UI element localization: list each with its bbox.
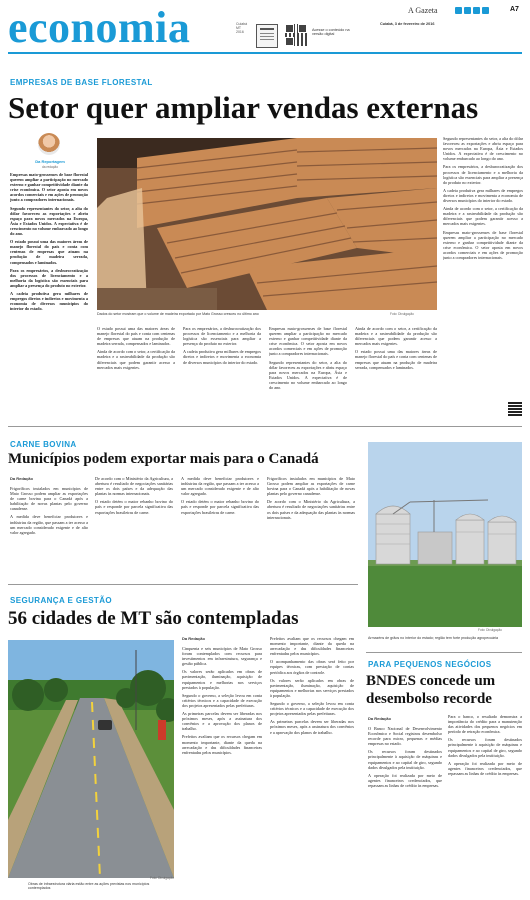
lead-headline: Setor quer ampliar vendas externas [8, 90, 479, 125]
story3-paragraph: O acompanhamento das obras será feito por equipes técnicas, com prestação de contas periódica aos órgãos de controle. [270, 659, 354, 675]
story2-kicker: CARNE BOVINA [10, 440, 77, 449]
lead-photo-caption: Dados do setor mostram que o volume de madeira exportado por Mato Grosso cresceu no último ano [97, 312, 259, 316]
story3-paragraph: Os valores serão aplicados em obras de pavimentação, iluminação, aquisição de equipamentos e melhorias nos serviços prestados à população. [270, 677, 354, 698]
lead-paragraph: A cadeia produtiva gera milhares de empregos diretos e indiretos e movimenta a economia de diversos municípios do interior do estado. [10, 290, 88, 312]
date-line: Cuiabá, 3 de fevereiro de 2016 [380, 22, 435, 26]
story3-byline: Da Redação [182, 636, 205, 641]
story3-photo-caption: Obras de infraestrutura viária estão entre as ações previstas nos municípios contemplados [28, 882, 150, 891]
lead-paragraph: Para os empresários, a desburocratização dos processos de licenciamento e a melhoria da logística são essenciais para ampliar a presença do produto no exterior. [183, 326, 261, 347]
story4-byline: Da Redação [368, 716, 391, 721]
lead-col-3 [183, 326, 261, 416]
web-icon[interactable] [482, 7, 489, 14]
story3-paragraph: Os valores serão aplicados em obras de pavimentação, iluminação, aquisição de equipamentos e melhorias nos serviços prestados à população. [182, 669, 262, 690]
twitter-icon[interactable] [464, 7, 471, 14]
story3-paragraph: As primeiras parcelas devem ser liberadas nos próximos meses, após a assinatura dos convênios e a aprovação dos planos de trabalho. [270, 719, 354, 735]
story3-paragraph: Prefeitos avaliam que os recursos chegam em momento importante, diante da queda na arrecadação e das dificuldades financeiras enfrentadas pelos municípios. [182, 734, 262, 755]
lead-paragraph: Ainda de acordo com o setor, a certificação da madeira e a rastreabilidade da produção são diferenciais que podem garantir acesso a mercados mais exigentes. [97, 349, 175, 370]
page-number: A7 [510, 6, 519, 13]
lead-photo-credit: Foto: Divulgação [390, 312, 414, 316]
story4-col-1 [368, 726, 442, 892]
story2-photo-credit: Foto: Divulgação [478, 628, 502, 632]
lead-paragraph: Empresas mato-grossenses de base florestal querem ampliar a participação no mercado externo e ganhar competitividade diante da crise econômica. O setor aposta em novos acordos comerciais e em ações de promoção junto a compradores internacionais. [10, 172, 88, 203]
lead-paragraph: Para os empresários, a desburocratização dos processos de licenciamento e a melhoria da logística são essenciais para ampliar a presença do produto no exterior. [10, 267, 88, 288]
story4-paragraph: Para o banco, o resultado demonstra a importância do crédito para a manutenção das atividades dos pequenos negócios em período de retração econômica. [448, 714, 522, 735]
lumber-photo-graphic [97, 138, 437, 310]
story3-paragraph: Segundo o governo, a seleção levou em conta critérios técnicos e a capacidade de execução dos projetos apresentados pelas prefeituras. [270, 701, 354, 717]
story3-paragraph: As primeiras parcelas devem ser liberadas nos próximos meses, após a assinatura dos convênios e a aprovação dos planos de trabalho. [182, 711, 262, 732]
road-photo-graphic [8, 640, 174, 878]
story3-col-2 [270, 636, 354, 892]
lead-paragraph: Empresas mato-grossenses de base florestal querem ampliar a participação no mercado externo e ganhar competitividade diante da crise econômica. O setor aposta em novos acordos comerciais e em ações de promoção junto a compradores internacionais. [269, 326, 347, 357]
story2-headline: Municípios podem exportar mais para o Canadá [8, 451, 319, 467]
qr-code-small-icon[interactable] [508, 402, 522, 416]
lead-paragraph: A cadeia produtiva gera milhares de empregos diretos e indiretos e movimenta a economia de diversos municípios do interior do estado. [443, 187, 523, 204]
story4-kicker: PARA PEQUENOS NEGÓCIOS [368, 660, 492, 669]
section-title: economia [8, 3, 191, 52]
story3-paragraph: Cinquenta e seis municípios de Mato Grosso foram contemplados com recursos para investimentos em infraestrutura, segurança e gestão pública. [182, 646, 262, 667]
story4-headline: BNDES concede um desembolso recorde [366, 673, 496, 707]
qr-code-icon[interactable] [285, 24, 307, 46]
lead-kicker: EMPRESAS DE BASE FLORESTAL [10, 78, 153, 87]
lead-paragraph: Segundo representantes do setor, a alta do dólar favoreceu as exportações e abriu espaço para novos mercados na Europa, Ásia e Estados Unidos. A expectativa é de crescimento no volume embarcado ao longo do ano. [10, 205, 88, 237]
header-info-block: Cuiabá MT 2016 [236, 22, 248, 34]
road-photo [8, 640, 174, 878]
story2-paragraph: De acordo com o Ministério da Agricultura, a abertura é resultado de negociações sanitárias entre os dois países e da adequação das plantas às normas internacionais. [95, 476, 173, 497]
facebook-icon[interactable] [455, 7, 462, 14]
story4-paragraph: O Banco Nacional de Desenvolvimento Econômico e Social registrou desembolso recorde para micro, pequenas e médias empresas no estado. [368, 726, 442, 747]
header-rule [8, 52, 522, 54]
story2-paragraph: A medida deve beneficiar produtores e indústrias da região, que passam a ter acesso a um mercado considerado exigente e de alto valor agregado. [181, 476, 259, 497]
newspaper-icon [256, 24, 278, 48]
story4-paragraph: Os recursos foram destinados principalmente à aquisição de máquinas e equipamentos e ao capital de giro, segundo dados divulgados pela instituição. [368, 749, 442, 770]
lumber-photo [97, 138, 437, 310]
lead-paragraph: O estado possui uma das maiores áreas de manejo florestal do país e conta com centenas de empresas que atuam na produção de madeira serrada, compensados e laminados. [355, 349, 437, 370]
lead-paragraph: Segundo representantes do setor, a alta do dólar favoreceu as exportações e abriu espaço para novos mercados na Europa, Ásia e Estados Unidos. A expectativa é de crescimento no volume embarcado ao longo do ano. [269, 359, 347, 391]
story-divider [8, 584, 358, 585]
lead-col-2 [97, 326, 175, 416]
lead-paragraph: O estado possui uma das maiores áreas de manejo florestal do país e conta com centenas de empresas que atuam na produção de madeira serrada, compensados e laminados. [97, 326, 175, 347]
lead-paragraph: A cadeia produtiva gera milhares de empregos diretos e indiretos e movimenta a economia de diversos municípios do interior do estado. [183, 349, 261, 365]
story2-paragraph: O estado detém o maior rebanho bovino do país e responde por parcela significativa das exportações brasileiras de carne. [181, 499, 259, 515]
instagram-icon[interactable] [473, 7, 480, 14]
story3-col-1 [182, 646, 262, 892]
story3-paragraph: Prefeitos avaliam que os recursos chegam em momento importante, diante da queda na arrecadação e das dificuldades financeiras enfrentadas pelos municípios. [270, 636, 354, 657]
brand-logo: A Gazeta [408, 6, 438, 15]
story3-headline: 56 cidades de MT são contempladas [8, 608, 299, 629]
story2-col-1 [10, 486, 88, 578]
story4-paragraph: A operação foi realizada por meio de agentes financeiros credenciados, que repassam as linhas de crédito às empresas. [448, 760, 522, 776]
story2-paragraph: Frigoríficos instalados em municípios de Mato Grosso podem ampliar as exportações de carne bovina para o Canadá após a habilitação de novas plantas pelo governo canadense. [267, 476, 355, 497]
author-role: da redação [42, 165, 58, 169]
story3-kicker: SEGURANÇA E GESTÃO [10, 596, 113, 605]
story-divider [8, 426, 522, 427]
story2-paragraph: O estado detém o maior rebanho bovino do país e responde por parcela significativa das exportações brasileiras de carne. [95, 499, 173, 515]
story-divider [366, 652, 522, 653]
lead-col-4 [269, 326, 347, 416]
silo-photo [368, 442, 522, 627]
story2-paragraph: Frigoríficos instalados em municípios de Mato Grosso podem ampliar as exportações de carne bovina para o Canadá após a habilitação de novas plantas pelo governo canadense. [10, 486, 88, 512]
story2-paragraph: A medida deve beneficiar produtores e indústrias da região, que passam a ter acesso a um mercado considerado exigente e de alto valor agregado. [10, 514, 88, 535]
story4-paragraph: A operação foi realizada por meio de agentes financeiros credenciados, que repassam as linhas de crédito às empresas. [368, 772, 442, 788]
story3-paragraph: Segundo o governo, a seleção levou em conta critérios técnicos e a capacidade de execução dos projetos apresentados pelas prefeituras. [182, 692, 262, 708]
story2-col-2 [95, 476, 173, 578]
lead-col-right [443, 136, 523, 394]
lead-col-5 [355, 326, 437, 416]
lead-col-1 [10, 172, 88, 422]
story4-col-2 [448, 714, 522, 892]
story3-photo-credit: Foto: Divulgação [150, 876, 174, 880]
lead-paragraph: Para os empresários, a desburocratização dos processos de licenciamento e a melhoria da logística são essenciais para ampliar a presença do produto no exterior. [443, 164, 523, 185]
silo-photo-graphic [368, 442, 522, 627]
lead-paragraph: O estado possui uma das maiores áreas de manejo florestal do país e conta com centenas de empresas que atuam na produção de madeira serrada, compensados e laminados. [10, 239, 88, 265]
lead-paragraph: Segundo representantes do setor, a alta do dólar favoreceu as exportações e abriu espaço para novos mercados na Europa, Ásia e Estados Unidos. A expectativa é de crescimento no volume embarcado ao longo do ano. [443, 136, 523, 162]
social-icons [455, 7, 489, 14]
qr-caption: Acesse o conteúdo na versão digital [312, 28, 350, 37]
author-photo [38, 133, 60, 155]
story4-paragraph: Os recursos foram destinados principalmente à aquisição de máquinas e equipamentos e ao capital de giro, segundo dados divulgados pela instituição. [448, 737, 522, 758]
story2-paragraph: De acordo com o Ministério da Agricultura, a abertura é resultado de negociações sanitárias entre os dois países e da adequação das plantas às normas internacionais. [267, 499, 355, 520]
story2-photo-caption: Armazéns de grãos no interior do estado; região tem forte produção agropecuária [368, 636, 499, 640]
story2-col-4 [267, 476, 355, 578]
story2-col-3 [181, 476, 259, 578]
lead-paragraph: Ainda de acordo com o setor, a certificação da madeira e a rastreabilidade da produção são diferenciais que podem garantir acesso a mercados mais exigentes. [443, 206, 523, 227]
story2-byline: Da Redação [10, 476, 33, 481]
lead-paragraph: Ainda de acordo com o setor, a certificação da madeira e a rastreabilidade da produção são diferenciais que podem garantir acesso a mercados mais exigentes. [355, 326, 437, 347]
lead-paragraph: Empresas mato-grossenses de base florestal querem ampliar a participação no mercado externo e ganhar competitividade diante da crise econômica. O setor aposta em novos acordos comerciais e em ações de promoção junto a compradores internacionais. [443, 229, 523, 260]
author-name: Da Reportagem [35, 159, 65, 164]
